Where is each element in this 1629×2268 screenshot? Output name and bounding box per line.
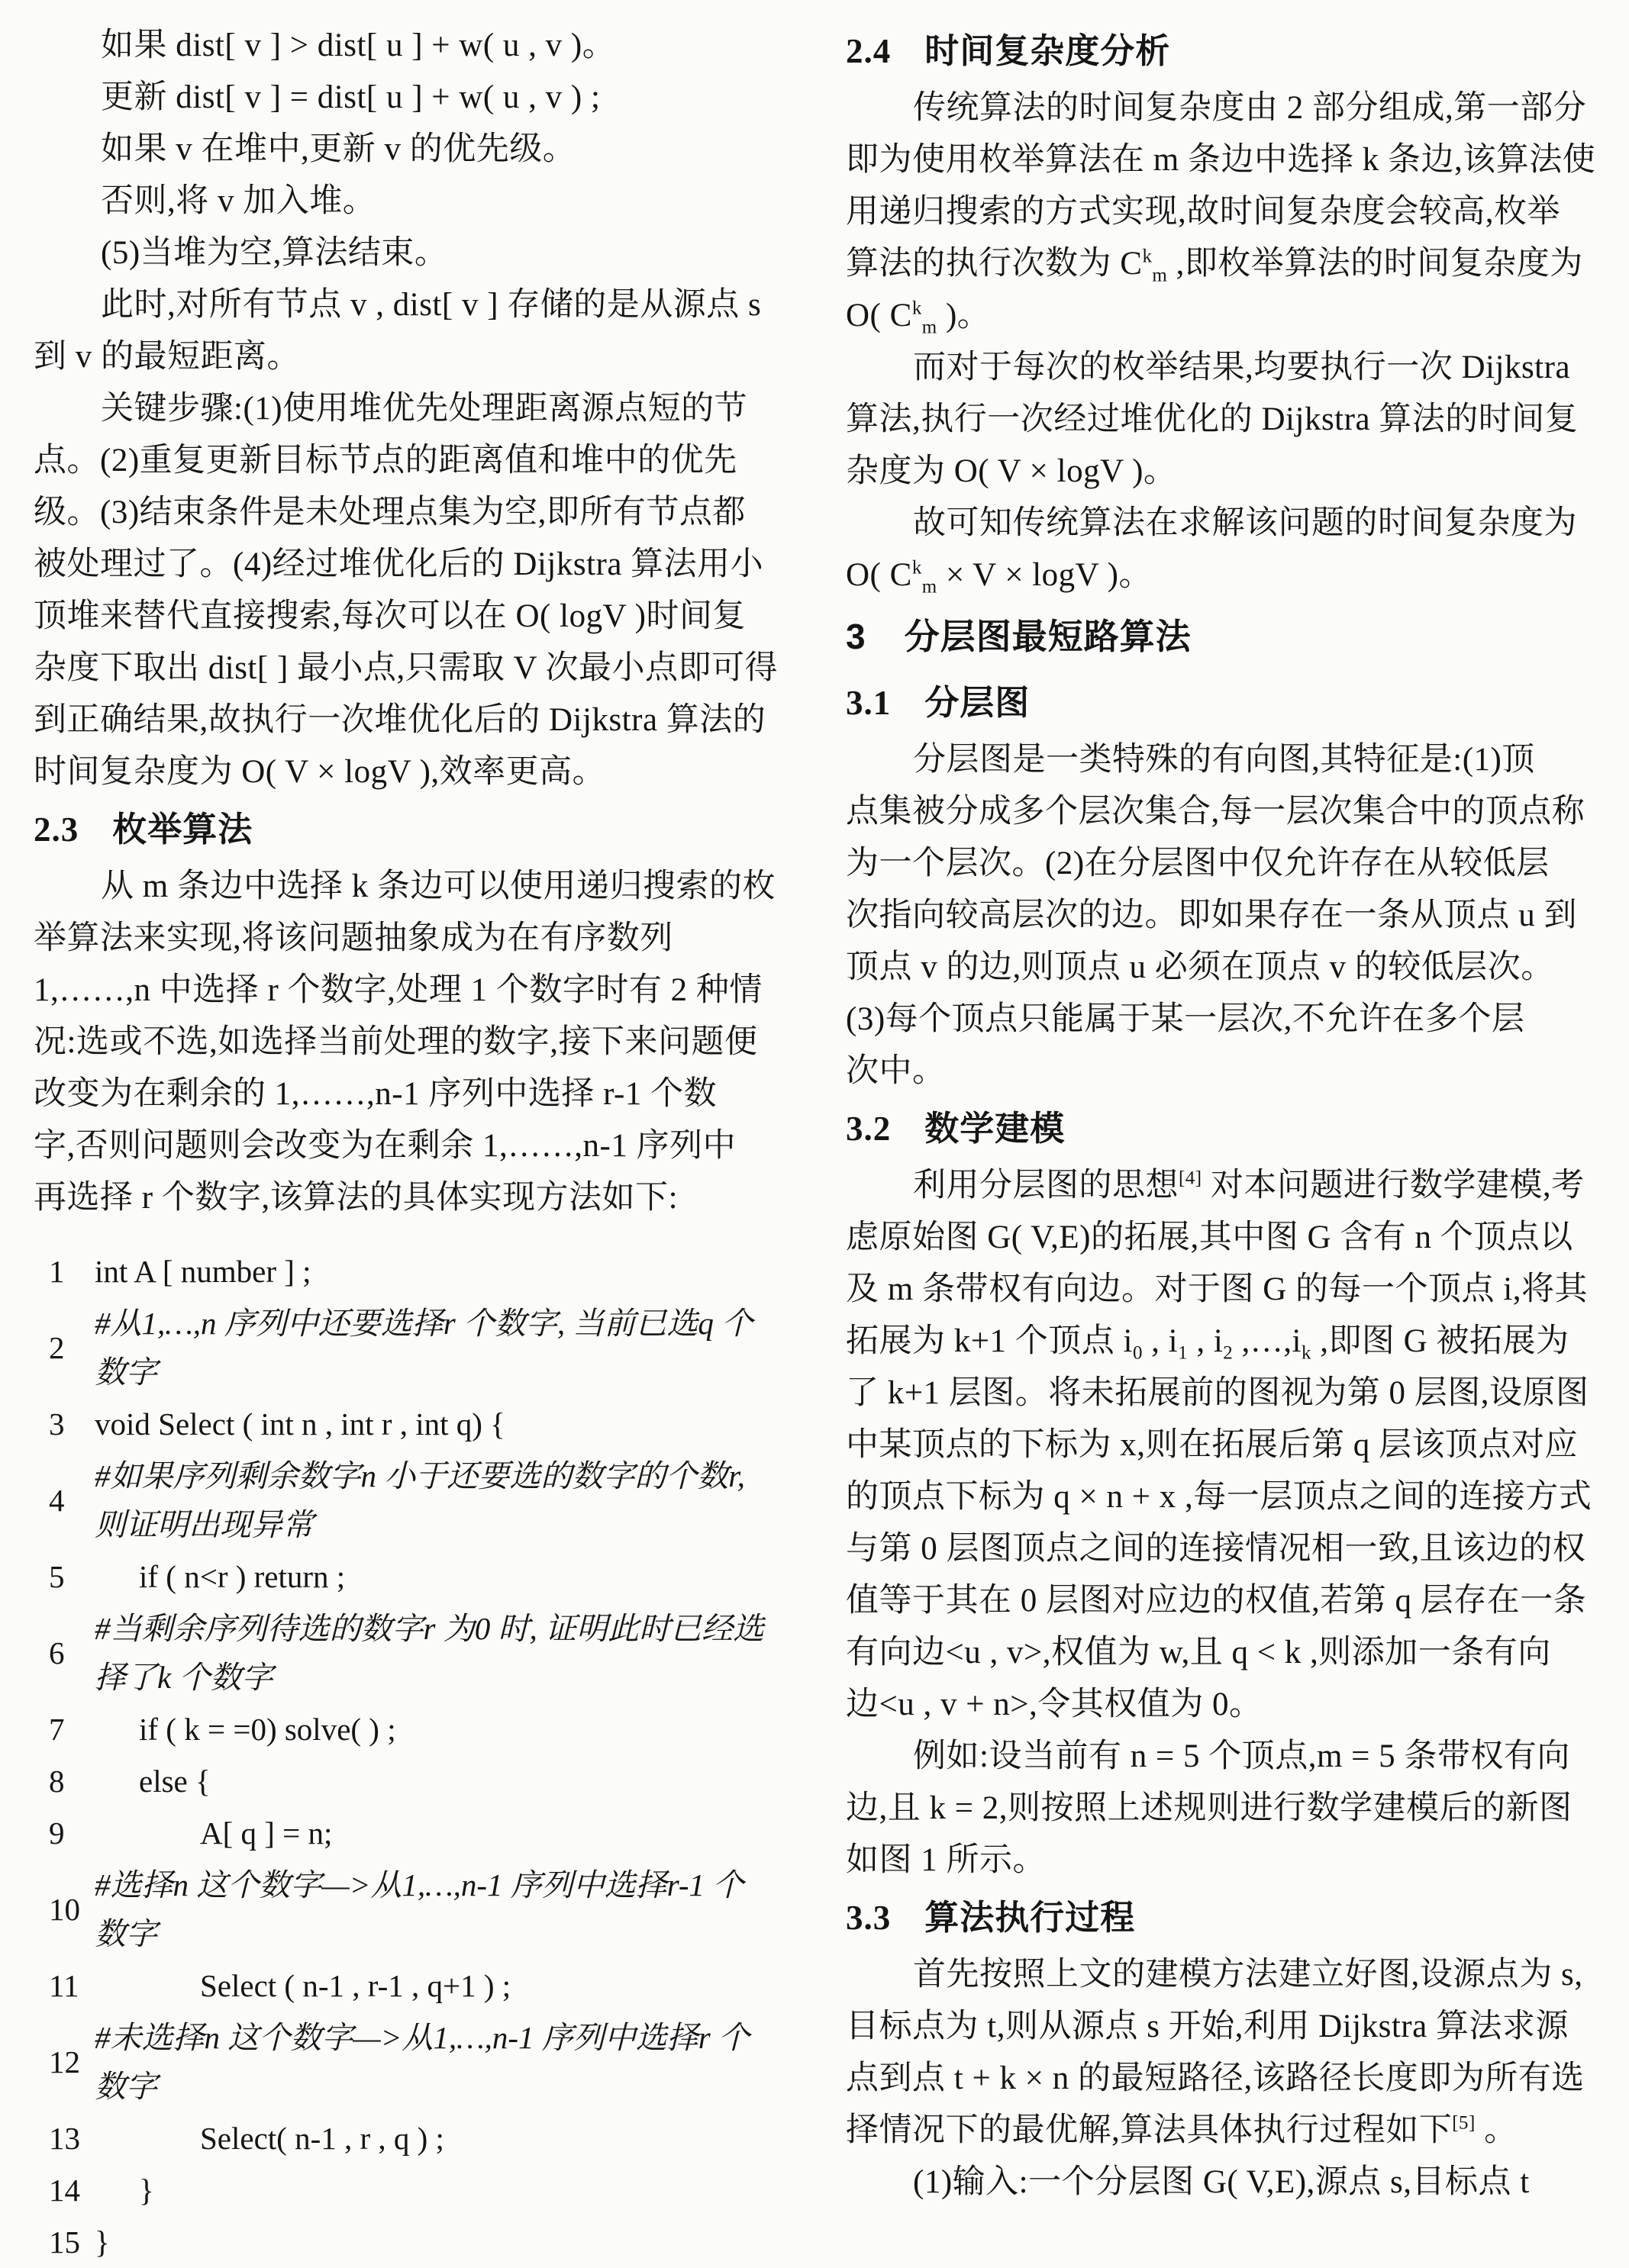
text-line: 拓展为 k+1 个顶点 $i_0$ , $i_1$ , $i_2$ $,\dots,i_k$ ,即图 G 被拓展为 <box>846 1323 1569 1364</box>
paragraph-enumeration <box>34 861 791 1224</box>
code-line-number: 15 <box>49 2225 80 2260</box>
paragraph-time-complexity <box>846 82 1603 601</box>
text-line: 被处理过了。(4)经过堆优化后的 Dijkstra 算法用小 <box>34 546 764 582</box>
code-line-number: 11 <box>49 1968 79 2003</box>
section-2-4-heading <box>846 20 1603 82</box>
text-line: 次中。 <box>846 1053 946 1089</box>
code-comment: #从1,…,n 序列中还要选择r 个数字, 当前已选q 个数字 <box>95 1306 753 1390</box>
subscript: 1 <box>1178 1342 1189 1364</box>
code-statement: Select( n-1 , r , q ) ; <box>200 2121 444 2156</box>
code-statement: } <box>95 2225 110 2260</box>
code-line-number: 2 <box>49 1330 65 1365</box>
text-line: 字,否则问题则会改变为在剩余 1,……,n-1 序列中 <box>34 1128 737 1164</box>
code-line-number: 4 <box>49 1483 65 1518</box>
text-line: 值等于其在 0 层图对应边的权值,若第 q 层存在一条 <box>846 1583 1587 1619</box>
code-statement: if ( n<r ) return ; <box>139 1559 346 1594</box>
text-line: 如图 1 所示。 <box>846 1842 1046 1878</box>
code-row <box>34 1551 791 1603</box>
text-line: 用递归搜索的方式实现,故时间复杂度会较高,枚举 <box>846 194 1560 230</box>
text-line: (1)输入:一个分层图 G( V,E),源点 s,目标点 t <box>913 2164 1530 2200</box>
text-line: 再选择 r 个数字,该算法的具体实现方法如下: <box>34 1180 679 1216</box>
text-line: 的顶点下标为 q × n + x ,每一层顶点之间的连接方式 <box>846 1479 1592 1515</box>
text-line: 虑原始图 G( V,E)的拓展,其中图 G 含有 n 个顶点以 <box>846 1219 1573 1255</box>
text-line: 择情况下的最优解,算法具体执行过程如下[5] 。 <box>846 2112 1518 2148</box>
text-line: 与第 0 层图顶点之间的连接情况相一致,且该边的权 <box>846 1531 1586 1567</box>
text-line: 顶点 v 的边,则顶点 u 必须在顶点 v 的较低层次。 <box>846 949 1554 985</box>
text-line: 1,……,n 中选择 r 个数字,处理 1 个数字时有 2 种情 <box>34 972 763 1008</box>
code-row <box>34 1807 791 1859</box>
subscript: m <box>921 576 937 598</box>
text-line: O( $C^k_m$ )。 <box>846 298 991 338</box>
text-line: 分层图是一类特殊的有向图,其特征是:(1)顶 <box>913 742 1535 778</box>
code-row <box>34 2012 791 2112</box>
text-line: 到正确结果,故执行一次堆优化后的 Dijkstra 算法的 <box>34 702 766 738</box>
text-line: 点。(2)重复更新目标节点的距离值和堆中的优先 <box>34 443 737 478</box>
text-line: (3)每个顶点只能属于某一层次,不允许在多个层 <box>846 1001 1525 1037</box>
section-number: 2.3 <box>34 810 79 849</box>
code-row <box>34 2216 791 2268</box>
code-row <box>34 2112 791 2164</box>
code-row <box>34 1297 791 1398</box>
text-line: 次指向较高层次的边。即如果存在一条从顶点 u 到 <box>846 897 1577 933</box>
code-comment: #选择n 这个数字—>从1,…,n-1 序列中选择r-1 个数字 <box>95 1867 744 1951</box>
section-number: 2.4 <box>846 32 892 70</box>
section-title: 时间复杂度分析 <box>924 32 1171 70</box>
text-line: 即为使用枚举算法在 m 条边中选择 k 条边,该算法使 <box>846 142 1596 178</box>
text-line: 传统算法的时间复杂度由 2 部分组成,第一部分 <box>913 90 1587 126</box>
section-title: 数学建模 <box>924 1110 1066 1148</box>
paragraph-layered-graph <box>846 734 1603 1097</box>
code-statement: } <box>139 2173 154 2208</box>
code-statement: else { <box>139 1764 211 1799</box>
code-line-number: 9 <box>49 1815 65 1851</box>
code-line-number: 13 <box>49 2121 80 2156</box>
text-line: 级。(3)结束条件是未处理点集为空,即所有节点都 <box>34 495 746 530</box>
section-number: 3.3 <box>846 1899 892 1937</box>
code-line-number: 6 <box>49 1635 65 1670</box>
code-row <box>34 1603 791 1703</box>
code-line-number: 3 <box>49 1406 65 1442</box>
code-row <box>34 1859 791 1960</box>
section-number: 3 <box>846 617 866 656</box>
text-line: 有向边<u , v>,权值为 w,且 q < k ,则添加一条有向 <box>846 1635 1551 1670</box>
paragraph-math-modeling <box>846 1160 1603 1886</box>
right-column <box>846 20 1603 2268</box>
superscript: [5] <box>1452 2112 1476 2134</box>
text-line: 改变为在剩余的 1,……,n-1 序列中选择 r-1 个数 <box>34 1076 718 1112</box>
text-line: 点集被分成多个层次集合,每一层次集合中的顶点称 <box>846 794 1585 830</box>
text-line: 边<u , v + n>,令其权值为 0。 <box>846 1687 1263 1722</box>
code-line-number: 10 <box>49 1892 80 1927</box>
code-line-number: 12 <box>49 2044 80 2080</box>
code-statement: A[ q ] = n; <box>200 1815 333 1851</box>
text-line: 顶堆来替代直接搜索,每次可以在 O( logV )时间复 <box>34 598 746 634</box>
code-row <box>34 1245 791 1297</box>
text-line: 例如:设当前有 n = 5 个顶点,m = 5 条带权有向 <box>913 1738 1570 1774</box>
text-line: 了 k+1 层图。将未拓展前的图视为第 0 层图,设原图 <box>846 1375 1589 1411</box>
subscript: m <box>1152 265 1168 286</box>
code-row <box>34 1398 791 1450</box>
code-row <box>34 2164 791 2216</box>
superscript: k <box>1142 246 1153 267</box>
section-3-2-heading <box>846 1097 1603 1160</box>
code-comment: #未选择n 这个数字—>从1,…,n-1 序列中选择r 个数字 <box>95 2020 750 2104</box>
text-line: 算法的执行次数为 $C^k_m$ ,即枚举算法的时间复杂度为 <box>846 246 1583 286</box>
paragraph-dijkstra-steps <box>34 20 791 798</box>
superscript: k <box>911 557 922 578</box>
code-statement: Select ( n-1 , r-1 , q+1 ) ; <box>200 1968 511 2003</box>
section-title: 枚举算法 <box>112 810 253 849</box>
code-statement: if ( k = =0) solve( ) ; <box>139 1712 396 1747</box>
text-line: 算法,执行一次经过堆优化的 Dijkstra 算法的时间复 <box>846 401 1579 437</box>
section-3-heading <box>846 601 1603 672</box>
code-listing <box>34 1245 791 2268</box>
text-line: 首先按照上文的建模方法建立好图,设源点为 s, <box>913 1957 1583 1993</box>
text-line: 及 m 条带权有向边。对于图 G 的每一个顶点 i,将其 <box>846 1271 1588 1307</box>
text-line: 如果 dist[ v ] > dist[ u ] + w( u , v )。 <box>101 27 616 63</box>
text-line: 杂度为 O( V × logV )。 <box>846 453 1177 489</box>
section-title: 算法执行过程 <box>924 1899 1136 1937</box>
text-line: 故可知传统算法在求解该问题的时间复杂度为 <box>913 505 1577 541</box>
section-3-1-heading <box>846 672 1603 734</box>
code-statement: void Select ( int n , int r , int q) { <box>95 1406 505 1442</box>
text-line: 利用分层图的思想[4] 对本问题进行数学建模,考 <box>913 1168 1585 1203</box>
superscript: [4] <box>1179 1168 1202 1189</box>
text-line: 更新 dist[ v ] = dist[ u ] + w( u , v ) ; <box>101 79 601 115</box>
code-row <box>34 1703 791 1755</box>
code-line-number: 7 <box>49 1712 65 1747</box>
left-column <box>34 20 791 2268</box>
code-comment: #当剩余序列待选的数字r 为0 时, 证明此时已经选择了k 个数字 <box>95 1611 764 1695</box>
text-line: 为一个层次。(2)在分层图中仅允许存在从较低层 <box>846 846 1550 881</box>
code-row <box>34 1960 791 2012</box>
text-line: 目标点为 t,则从源点 s 开始,利用 Dijkstra 算法求源 <box>846 2009 1569 2044</box>
text-line: 点到点 t + k × n 的最短路径,该路径长度即为所有选 <box>846 2060 1585 2096</box>
subscript: 0 <box>1132 1342 1143 1364</box>
text-line: 边,且 k = 2,则按照上述规则进行数学建模后的新图 <box>846 1790 1573 1826</box>
subscript: m <box>921 317 937 338</box>
section-number: 3.2 <box>846 1110 892 1148</box>
text-line: 举算法来实现,将该问题抽象成为在有序数列 <box>34 920 673 956</box>
text-line: 此时,对所有节点 v , dist[ v ] 存储的是从源点 s <box>101 287 762 323</box>
code-row <box>34 1450 791 1551</box>
text-line: 关键步骤:(1)使用堆优先处理距离源点短的节 <box>101 391 748 427</box>
text-line: O( $C^k_m \times V \times \log V$ )。 <box>846 557 1152 598</box>
section-title: 分层图 <box>924 684 1031 722</box>
section-2-3-heading <box>34 798 791 861</box>
text-line: 如果 v 在堆中,更新 v 的优先级。 <box>101 131 576 167</box>
text-line: 时间复杂度为 O( V × logV ),效率更高。 <box>34 754 606 790</box>
section-number: 3.1 <box>846 684 892 722</box>
superscript: k <box>911 298 922 319</box>
text-line: 否则,将 v 加入堆。 <box>101 183 376 219</box>
code-comment: #如果序列剩余数字n 小于还要选的数字的个数r, 则证明出现异常 <box>95 1458 745 1542</box>
text-line: 而对于每次的枚举结果,均要执行一次 Dijkstra <box>913 350 1571 385</box>
text-line: (5)当堆为空,算法结束。 <box>101 235 448 271</box>
text-line: 中某顶点的下标为 x,则在拓展后第 q 层该顶点对应 <box>846 1427 1578 1463</box>
text-line: 杂度下取出 dist[ ] 最小点,只需取 V 次最小点即可得 <box>34 650 779 686</box>
text-line: 从 m 条边中选择 k 条边可以使用递归搜索的枚 <box>101 868 776 904</box>
text-line: 到 v 的最短距离。 <box>34 339 300 375</box>
subscript: 2 <box>1223 1342 1234 1364</box>
code-line-number: 5 <box>49 1559 65 1594</box>
subscript: k <box>1301 1342 1311 1364</box>
section-3-3-heading <box>846 1886 1603 1949</box>
text-line: 况:选或不选,如选择当前处理的数字,接下来问题便 <box>34 1024 758 1060</box>
code-statement: int A [ number ] ; <box>95 1254 311 1289</box>
paragraph-algorithm-execution <box>846 1949 1603 2208</box>
code-line-number: 14 <box>49 2173 80 2208</box>
code-line-number: 8 <box>49 1764 65 1799</box>
code-line-number: 1 <box>49 1254 65 1289</box>
code-row <box>34 1755 791 1807</box>
section-title: 分层图最短路算法 <box>904 617 1192 656</box>
